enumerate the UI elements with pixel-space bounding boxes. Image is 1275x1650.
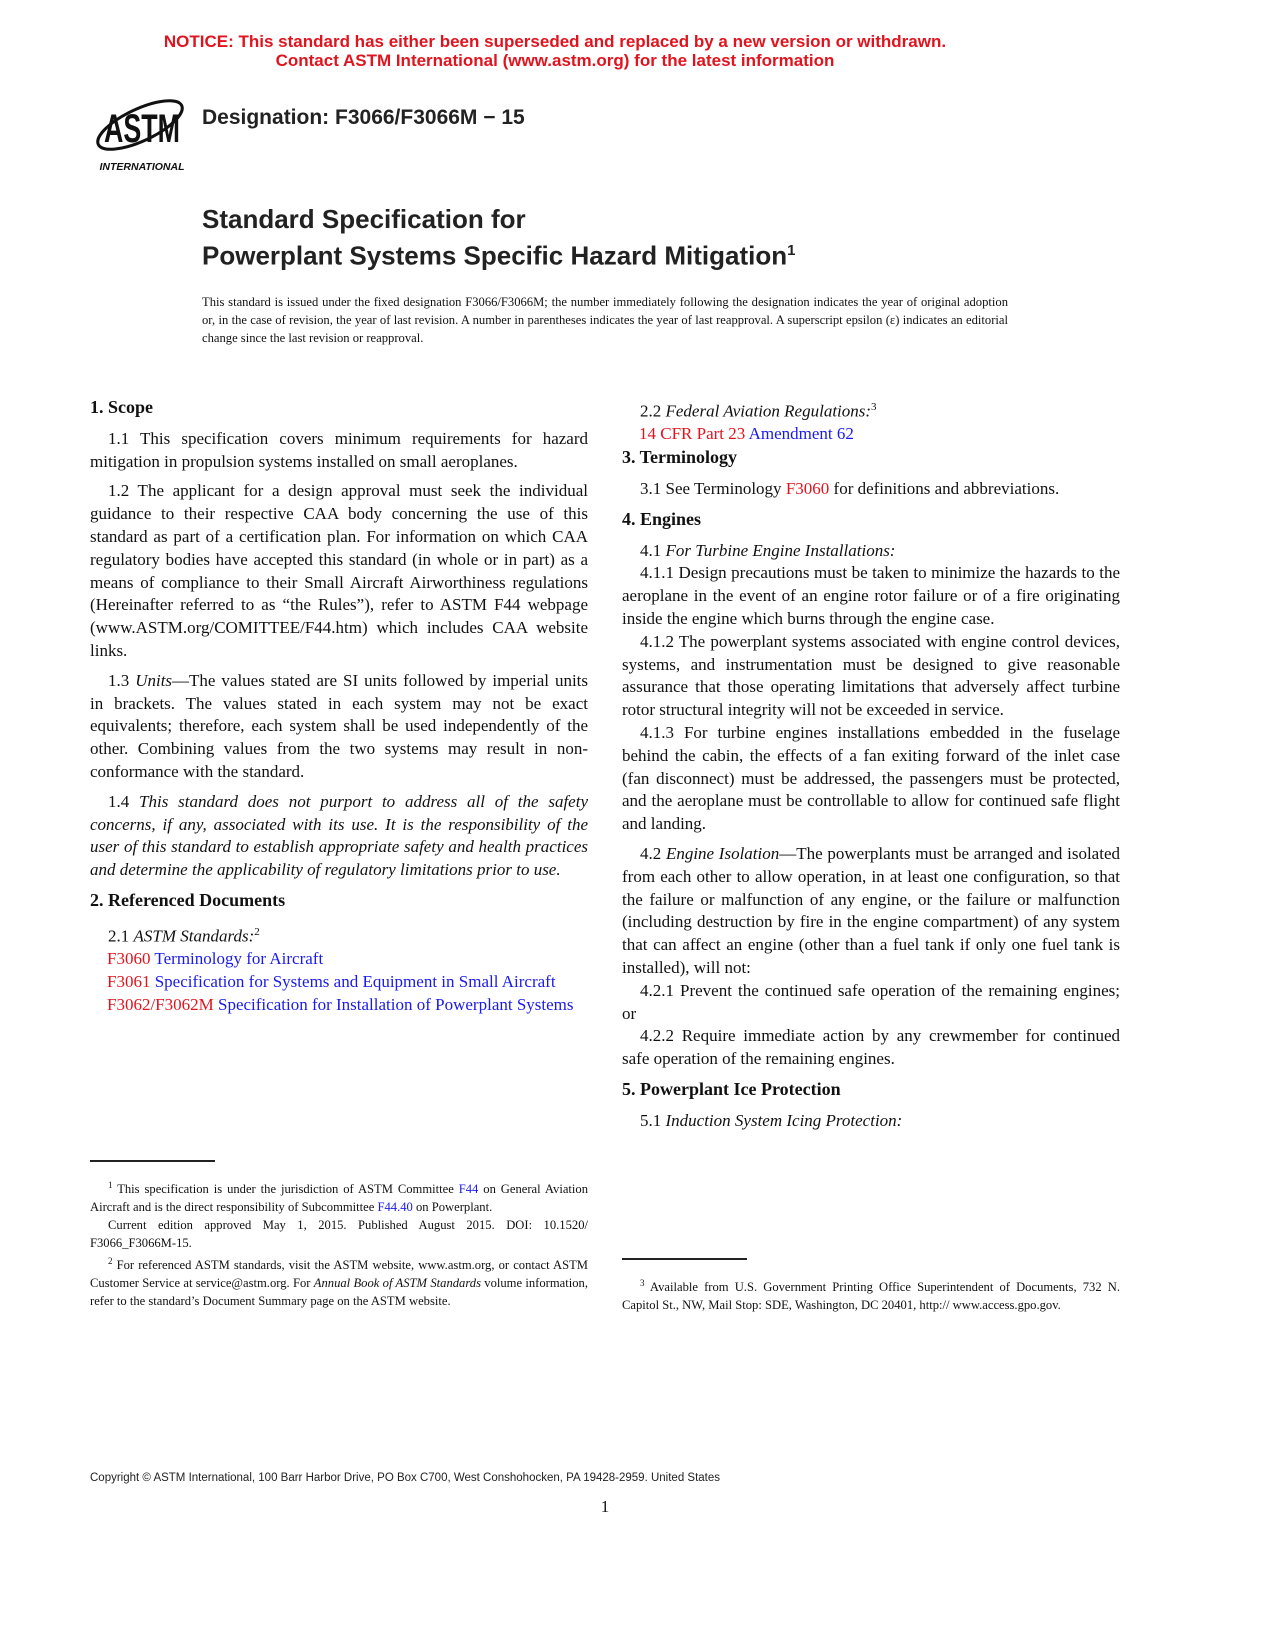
text-run: ASTM Standards: [133,926,255,946]
text-run: 3.1 See Terminology [640,479,786,499]
left-column [90,396,588,1017]
svg-text:INTERNATIONAL: INTERNATIONAL [99,161,185,173]
text-run: on Powerplant. [412,1200,493,1215]
footnotes-right [622,1258,1120,1314]
text-run: 1.4 [108,791,140,811]
reference-link[interactable]: F44.40 [377,1200,413,1215]
text-run: —The values stated are SI units followed by imperial units in brackets. The values stated in each system may not be exact equivalents; therefore, each system shall be used independently of the other. Combining values from the two systems may result in non-conformance with the standard. [90,670,589,781]
section-heading: 2. Referenced Documents [90,889,286,910]
paragraph [622,540,1120,563]
section-heading: 4. Engines [622,508,702,529]
svg-text:ASTM: ASTM [104,107,180,151]
footnote [622,1274,1120,1314]
footnote-rule [90,1160,215,1162]
text-run: 4.2.1 Prevent the continued safe operation of the remaining engines; or [622,980,1120,1023]
text-run: on General Aviation Aircraft and is the direct responsibility of Subcommittee [90,1182,588,1215]
reference-link[interactable]: Terminology for Aircraft [150,949,324,969]
text-run: 4.1.2 The powerplant systems associated with engine control devices, systems, and instrumentation must be designed to give reasonable assurance that those operating limitations that adversely affect turbine rotor structural integrity will not be exceeded in service. [622,631,1120,720]
page-number: 1 [600,1497,610,1516]
text-run: 4.2.2 Require immediate action by any crewmember for continued safe operation of the remaining engines. [622,1026,1120,1069]
footnote [90,1252,588,1310]
text-run: Units [135,670,173,690]
footnote-ref: 3 [871,401,877,413]
paragraph [622,478,1120,501]
paragraph [90,670,588,784]
section-heading: 5. Powerplant Ice Protection [622,1078,841,1099]
supersede-notice [0,32,1110,70]
footnote [90,1216,588,1252]
reference-link[interactable]: F3061 [107,971,151,991]
footnote-ref: 3 [640,1278,645,1288]
paragraph [622,1110,1120,1133]
referenced-document [90,971,588,994]
copyright: Copyright © ASTM International, 100 Barr Harbor Drive, PO Box C700, West Conshohocken, PA 19428-2959. United States [90,1472,721,1484]
text-run: 1.1 This specification covers minimum requirements for hazard mitigation in propulsion systems installed on small aeroplanes. [90,428,588,471]
text-run: for definitions and abbreviations. [829,479,1060,499]
notice-line-2: Contact ASTM International (www.astm.org) for the latest information [275,51,835,70]
issuance-note: This standard is issued under the fixed designation F3066/F3066M; the number immediately following the designation indicates the year of original adoption or, in the case of revision, the year of last revision. A number in parentheses indicates the year of last reapproval. A superscript epsilon (ε) indicates an editorial change since the last revision or reapproval. [202,295,1008,345]
reference-link[interactable]: F3060 [785,479,830,499]
referenced-document [90,948,588,971]
designation: Designation: F3066/F3066M − 15 [202,106,525,129]
title-line-1: Standard Specification for [202,204,526,234]
astm-logo [92,80,192,175]
text-run: Annual Book of ASTM Standards [313,1276,481,1291]
footnote-rule [622,1258,747,1260]
footnotes-left [90,1160,588,1310]
footnote-ref: 1 [108,1180,113,1190]
text-run: 2.1 [108,926,134,946]
text-run: Engine Isolation [665,844,780,863]
paragraph [622,1025,1120,1071]
reference-link[interactable]: F3060 [107,949,151,969]
text-run: This standard does not purport to address all of the safety concerns, if any, associated with its use. It is the responsibility of the user of this standard to establish appropriate safety and health practices and determine the applicability of regulatory limitations prior to use. [90,791,588,880]
text-run: Current edition approved May 1, 2015. Published August 2015. DOI: 10.1520/ F3066_F3066M-15. [90,1218,588,1251]
referenced-document [90,994,588,1017]
paragraph [622,722,1120,836]
paragraph [90,480,588,662]
text-run: 5.1 [640,1110,666,1130]
text-run: 4.2 [640,844,666,863]
text-run: Available from U.S. Government Printing Office Superintendent of Documents, 732 N. Capitol St., NW, Mail Stop: SDE, Washington, DC 20401, http:// www.access.gpo.gov. [622,1280,1120,1313]
footnote [90,1176,588,1216]
document-title [202,204,795,272]
text-run: Induction System Icing Protection: [665,1110,903,1130]
text-run: 4.1 [640,540,666,560]
paragraph [90,791,588,882]
text-run: For Turbine Engine Installations: [665,540,896,560]
text-run: —The powerplants must be arranged and isolated from each other to allow operation, in at least one configuration, so that the failure or malfunction of any engine, or the failure or malfunction (including destruction by fire in the engine compartment) of any system that can affect an engine (other than a fuel tank if only one fuel tank is installed), will not: [622,844,1120,977]
title-line-2: Powerplant Systems Specific Hazard Mitigation [202,240,788,271]
text-run: This specification is under the jurisdiction of ASTM Committee [112,1182,459,1197]
right-column [622,396,1120,1133]
text-run: 1.3 [108,670,136,690]
paragraph [622,843,1120,980]
footnote-ref: 2 [254,925,260,938]
section-heading: 1. Scope [90,397,153,417]
reference-link[interactable]: F3062/F3062M [107,994,214,1014]
section-heading: 3. Terminology [622,447,738,468]
footnote-ref: 2 [108,1256,113,1267]
text-run: 4.1.3 For turbine engines installations embedded in the fuselage behind the cabin, the effects of a fan exiting forward of the inlet case (fan disconnect) must be addressed, the passengers must be protected, and the aeroplane must be controllable to allow for continued safe flight and landing. [622,723,1120,834]
title-footnote-ref: 1 [787,242,796,259]
text-run: 2.2 [640,401,666,421]
text-run: Federal Aviation Regulations: [665,401,872,421]
paragraph [90,921,588,948]
paragraph [622,562,1120,630]
reference-link[interactable]: F44 [458,1182,479,1197]
paragraph [622,980,1120,1026]
reference-link[interactable]: Specification for Systems and Equipment in Small Aircraft [150,971,556,991]
paragraph [622,631,1120,722]
text-run: volume information, refer to the standard’s Document Summary page on the ASTM website. [90,1276,588,1309]
paragraph [90,428,588,474]
text-run: For referenced ASTM standards, visit the ASTM website, www.astm.org, or contact ASTM Customer Service at service@astm.org. For [90,1258,588,1291]
notice-line-1: NOTICE: This standard has either been superseded and replaced by a new version or withdrawn. [163,32,947,51]
reference-link[interactable]: Amendment 62 [745,424,854,444]
paragraph [622,396,1120,423]
text-run: 4.1.1 Design precautions must be taken to minimize the hazards to the aeroplane in the event of an engine rotor failure or of a fire originating inside the engine which burns through the engine case. [622,563,1120,629]
reference-link[interactable]: 14 CFR Part 23 [639,424,746,444]
text-run: 1.2 The applicant for a design approval must seek the individual guidance to their respective CAA body concerning the use of this standard as part of a certification plan. For information on which CAA regulatory bodies have accepted this standard (in whole or in part) as a means of compliance to their Small Aircraft Airworthiness regulations (Hereinafter referred to as “the Rules”), refer to ASTM F44 webpage (www.ASTM.org/COMITTEE/F44.htm) which includes CAA website links. [90,481,588,660]
reference-link[interactable]: Specification for Installation of Powerplant Systems [213,994,574,1014]
referenced-document [622,423,1120,446]
